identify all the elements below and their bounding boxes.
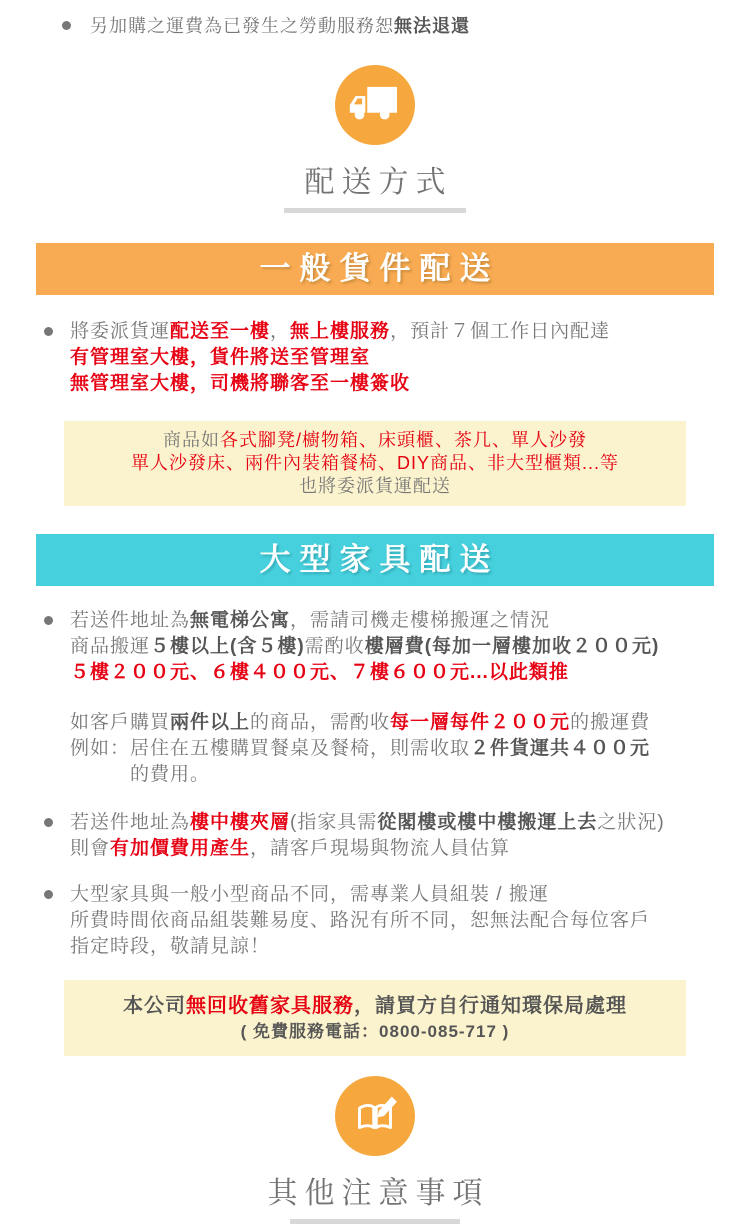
bullet-dot: [44, 818, 53, 827]
multi-item-line3: 的費用。: [130, 764, 211, 785]
title-underline: [290, 1219, 460, 1224]
recycle-notice-box: [64, 980, 686, 1056]
stairs-fee-bullet: [44, 608, 712, 686]
seg: 如客戶購買: [70, 712, 171, 733]
seg-bold: ５樓以上(含５樓): [150, 636, 305, 657]
seg-bold: 兩件以上: [170, 712, 251, 733]
extra-shipping-fee-note: [0, 0, 750, 39]
delivery-method-title: 配送方式: [304, 166, 453, 199]
general-cargo-banner: 一般貨件配送: [36, 243, 714, 295]
recycle-notice-phone: ( 免費服務電話：0800-085-717 ): [240, 1022, 510, 1041]
large-furniture-banner: 大型家具配送: [36, 534, 714, 586]
seg: ，預計７個工作日內配達: [390, 321, 611, 342]
seg: ，請客戶現場與物流人員估算: [250, 838, 511, 859]
seg-bold: ，請買方自行通知環保局處理: [354, 995, 627, 1017]
other-notes-title: 其他注意事項: [267, 1177, 490, 1210]
seg-red: 無回收舊家具服務: [186, 995, 354, 1017]
seg: 若送件地址為: [70, 610, 191, 631]
note-box-line1: [72, 429, 678, 452]
book-pen-icon-graphic: [344, 1085, 406, 1147]
stairs-fee-line2: [70, 634, 712, 660]
seg: 的搬運費: [570, 712, 651, 733]
seg: (指家具需: [290, 812, 378, 833]
bullet-dot: [44, 890, 53, 899]
seg: ，: [270, 321, 291, 342]
seg: 的商品，需酌收: [250, 712, 391, 733]
note-bold-text: 無法退還: [394, 16, 470, 36]
seg-red: 每一層每件２００元: [390, 712, 571, 733]
seg: 商品如: [163, 430, 220, 450]
book-pen-icon: [335, 1076, 415, 1156]
extra-shipping-fee-text: [62, 14, 710, 39]
seg-bold: 本公司: [123, 995, 186, 1017]
assembly-line1: 大型家具與一般小型商品不同，需專業人員組裝 / 搬運: [70, 884, 549, 905]
note-normal-text: 另加購之運費為已發生之勞動服務恕: [90, 16, 394, 36]
assembly-time-bullet: [44, 882, 712, 960]
truck-icon-graphic: [344, 74, 406, 136]
small-items-note-box: [64, 421, 686, 506]
note-box-line2: 單人沙發床、兩件內裝箱餐椅、DIY商品、非大型櫃類...等: [130, 453, 619, 473]
truck-icon: [335, 65, 415, 145]
general-delivery-line1: [70, 319, 712, 345]
other-notes-header: [0, 1076, 750, 1224]
assembly-line3: 指定時段，敬請見諒！: [70, 936, 271, 957]
multi-item-line2: [70, 736, 712, 762]
recycle-notice-line1: [72, 992, 678, 1020]
seg-bold: 樓層費(每加一層樓加收２００元): [364, 636, 660, 657]
seg: 商品搬運: [70, 636, 151, 657]
seg: 則會: [70, 838, 111, 859]
multi-item-line1: [70, 710, 712, 736]
note-box-line3: 也將委派貨運配送: [299, 476, 451, 496]
seg-red: 配送至一樓: [170, 321, 271, 342]
bullet-dot: [44, 327, 53, 336]
seg: 之狀況): [597, 812, 665, 833]
stairs-fee-line1: [70, 608, 712, 634]
seg: 需酌收: [304, 636, 365, 657]
general-delivery-line3: 無管理室大樓，司機將聯客至一樓簽收: [70, 373, 411, 394]
seg-red: 各式腳凳/櫥物箱、床頭櫃、茶几、單人沙發: [220, 430, 587, 450]
general-delivery-bullet: [44, 319, 712, 397]
multi-item-fee-paragraph: [70, 710, 712, 788]
stairs-fee-line3: ５樓２００元、６樓４００元、７樓６００元...以此類推: [70, 662, 569, 683]
seg-bold: 無電梯公寓: [190, 610, 291, 631]
bullet-dot: [44, 616, 53, 625]
delivery-method-header: [0, 65, 750, 213]
seg: ，需請司機走樓梯搬運之情況: [290, 610, 551, 631]
seg: 例如：居住在五樓購買餐桌及餐椅，則需收取: [70, 738, 471, 759]
mezzanine-line2: [70, 836, 712, 862]
seg-red: 樓中樓夾層: [190, 812, 291, 833]
seg-bold: 從閣樓或樓中樓搬運上去: [377, 812, 598, 833]
assembly-time-text: [44, 882, 712, 960]
general-delivery-line2: 有管理室大樓，貨件將送至管理室: [70, 347, 371, 368]
seg: 若送件地址為: [70, 812, 191, 833]
assembly-line2: 所費時間依商品組裝難易度、路況有所不同，恕無法配合每位客戶: [70, 910, 651, 931]
stairs-fee-text: [44, 608, 712, 686]
title-underline: [284, 208, 466, 213]
bullet-dot: [62, 21, 71, 30]
mezzanine-line1: [70, 810, 712, 836]
seg-red: 無上樓服務: [290, 321, 391, 342]
general-delivery-text: [44, 319, 712, 397]
seg: 將委派貨運: [70, 321, 171, 342]
seg-bold: ２件貨運共４００元: [470, 738, 651, 759]
mezzanine-fee-bullet: [44, 810, 712, 862]
seg-red: 有加價費用產生: [110, 838, 251, 859]
mezzanine-fee-text: [44, 810, 712, 862]
